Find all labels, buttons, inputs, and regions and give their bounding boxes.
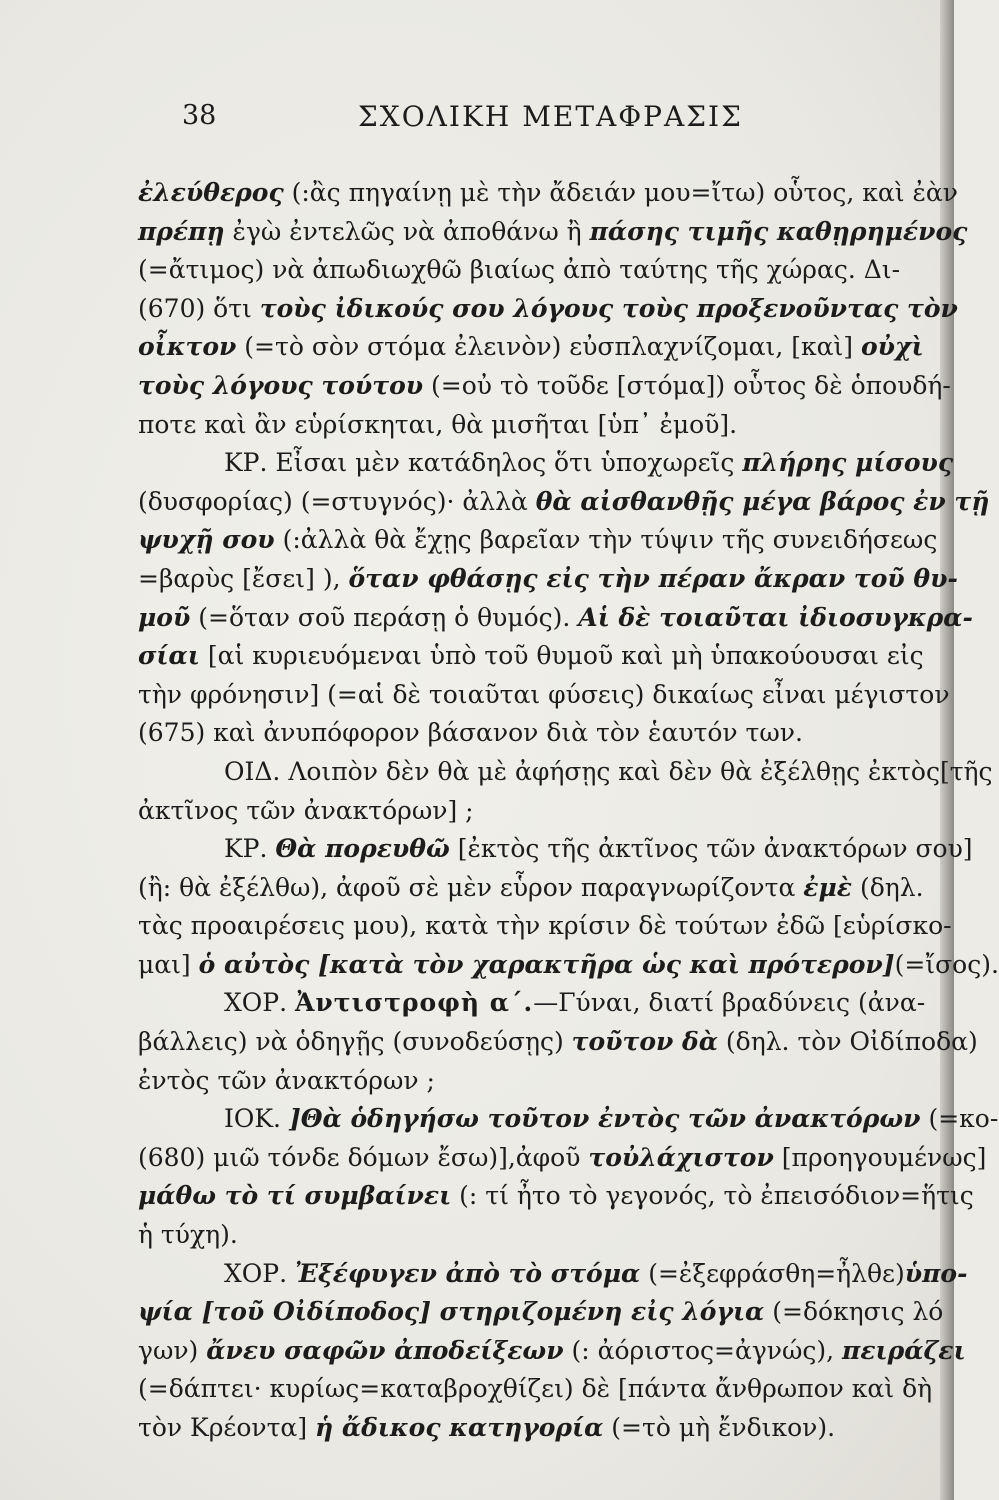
plain-text: (=ὅταν σοῦ περάσῃ ὁ θυμός). (190, 602, 579, 632)
plain-text: μαι] (138, 949, 199, 979)
text-line (138, 444, 954, 483)
plain-text: ΙΟΚ. (224, 1104, 289, 1134)
text-line (138, 251, 938, 290)
plain-text: (ἢ: θὰ ἐξέλθω), ἀφοῦ σὲ μὲν εὗρον παραγνωρίζοντα (138, 872, 804, 902)
text-line (138, 1293, 944, 1332)
plain-text: (=ἄτιμος) νὰ ἀπωδιωχθῶ βιαίως ἀπὸ ταύτης τῆς χώρας. Δι- (138, 255, 901, 285)
emphasized-text: ψυχῇ σου (138, 525, 275, 555)
text-line (138, 907, 952, 946)
emphasized-text: θὰ αἰσθανθῇς μέγα βάρος ἐν τῇ (535, 486, 990, 516)
emphasized-text: πλήρης μίσους (742, 448, 954, 478)
emphasized-text: ]Θὰ ὁδηγήσω τοῦτον ἐντὸς τῶν ἀνακτόρων (288, 1104, 921, 1134)
plain-text: (δυσφορίας) (=στυγνός)· ἀλλὰ (138, 486, 536, 516)
emphasized-text: πρέπῃ (138, 216, 225, 246)
text-line (138, 1023, 978, 1062)
emphasized-text: Θὰ πορευθῶ (275, 834, 450, 864)
plain-text: (=ἐξεφράσθη=ἦλθε) (640, 1258, 905, 1288)
text-line (138, 946, 999, 985)
emphasized-text: πάσης τιμῆς καθῃρημένος (589, 216, 968, 246)
page-number: 38 (182, 100, 217, 131)
text-line (138, 830, 973, 869)
emphasized-text: ἐμὲ (803, 872, 852, 902)
text-line (138, 560, 958, 599)
text-line (138, 1177, 974, 1216)
plain-text: ΧΟΡ. (224, 1258, 296, 1288)
plain-text: τὸν Κρέοντα] (138, 1413, 316, 1442)
text-line (138, 1332, 966, 1371)
emphasized-text: ὅταν φθάσῃς εἰς τὴν πέραν ἄκραν τοῦ θυ- (348, 563, 958, 593)
plain-text: (675) καὶ ἀνυπόφορον βάσανον διὰ τὸν ἑαυτόν των. (138, 718, 803, 748)
plain-text: ἀκτῖνος τῶν ἀνακτόρων] ; (138, 795, 474, 825)
emphasized-text: ἐλεύθερος (138, 178, 284, 207)
emphasized-text: οἶκτον (138, 332, 237, 362)
plain-text: —Γύναι, διατί βραδύνεις (ἀνα- (533, 988, 926, 1018)
plain-text: [ἐκτὸς τῆς ἀκτῖνος τῶν ἀνακτόρων σου] (449, 834, 973, 864)
plain-text: (=οὐ τὸ τοῦδε [στόμα]) οὗτος δὲ ὁπουδή- (423, 370, 951, 400)
emphasized-text: τοὐλάχιστον (588, 1142, 774, 1172)
text-line (138, 367, 951, 406)
plain-text: γων) (138, 1335, 207, 1365)
emphasized-text: μάθω τὸ τί συμβαίνει (138, 1181, 452, 1211)
running-title: ΣΧΟΛΙΚΗ ΜΕΤΑΦΡΑΣΙΣ (358, 100, 743, 133)
plain-text: ἡ τύχη). (138, 1220, 238, 1250)
plain-text: τὰς προαιρέσεις μου), κατὰ τὴν κρίσιν δὲ τούτων ἐδῶ [εὑρίσκο- (138, 911, 952, 941)
text-line (138, 213, 968, 252)
emphasized-text: ἡ ἄδικος κατηγορία (315, 1413, 604, 1442)
text-line (138, 984, 938, 1023)
plain-text: ΚΡ. (224, 834, 276, 864)
plain-text: (:ἀλλὰ θὰ ἔχῃς βαρεῖαν τὴν τύψιν τῆς συνειδήσεως (274, 525, 938, 555)
text-line (138, 406, 938, 445)
emphasized-text: τοὺς ἰδικούς σου λόγους τοὺς προξενοῦντας τὸν (259, 293, 958, 323)
emphasized-text: ψία [τοῦ Οἰδίποδος] στηριζομένη εἰς λόγια (138, 1297, 765, 1327)
text-line (138, 174, 959, 213)
plain-text: (=δάπτει· κυρίως=καταβροχθίζει) δὲ [πάντα ἄνθρωπον καὶ δὴ (138, 1374, 933, 1404)
plain-text: (=ἴσος). (894, 949, 999, 979)
text-line (138, 792, 938, 831)
plain-text: (: τί ἦτο τὸ γεγονός, τὸ ἐπεισόδιον=ἥτις (451, 1181, 974, 1211)
page-header (182, 100, 942, 140)
emphasized-text: σίαι (138, 641, 200, 671)
plain-text: [προηγουμένως] (773, 1142, 987, 1172)
plain-text: ἐγὼ ἐντελῶς νὰ ἀποθάνω ἢ (224, 216, 590, 246)
plain-text: [αἱ κυριευόμεναι ὑπὸ τοῦ θυμοῦ καὶ μὴ ὑπακούουσαι εἰς (199, 641, 924, 671)
text-line (138, 483, 990, 522)
plain-text: (=κο- (920, 1104, 999, 1134)
text-line (138, 714, 938, 753)
text-line (138, 521, 938, 560)
text-line (138, 1370, 938, 1409)
plain-text: (δηλ. τὸν Οἰδίποδα) (717, 1027, 978, 1057)
plain-text: ΚΡ. Εἶσαι μὲν κατάδηλος ὅτι ὑποχωρεῖς (224, 448, 743, 478)
text-line (138, 676, 950, 715)
emphasized-text: πειράζει (842, 1335, 966, 1365)
plain-text: ΧΟΡ. (224, 988, 296, 1018)
text-line (138, 328, 938, 367)
plain-text: (670) ὅτι (138, 293, 260, 323)
text-line (138, 290, 958, 329)
text-line (138, 1139, 987, 1178)
text-line (138, 599, 973, 638)
plain-text: ἐντὸς τῶν ἀνακτόρων ; (138, 1065, 435, 1095)
text-line (138, 869, 938, 908)
plain-text: (=τὸ μὴ ἔνδικον). (603, 1413, 836, 1442)
text-line (138, 1216, 938, 1255)
body-text (138, 174, 999, 1448)
emphasized-text: τοῦτον δὰ (571, 1027, 718, 1057)
plain-text: =βαρὺς [ἔσει] ), (138, 563, 349, 593)
emphasized-text: μοῦ (138, 602, 191, 632)
plain-text: (: ἀόριστος=ἀγνώς), (563, 1335, 843, 1365)
plain-text: (=τὸ σὸν στόμα ἐλεινὸν) εὐσπλαχνίζομαι, [καὶ] (236, 332, 861, 362)
emphasized-text: Αἱ δὲ τοιαῦται ἰδιοσυγκρα- (578, 602, 973, 632)
emphasized-text: ὑπο- (904, 1258, 968, 1288)
plain-text: ποτε καὶ ἂν εὑρίσκηται, θὰ μισῆται [ὑπ᾿ ἐμοῦ]. (138, 409, 738, 439)
plain-text: (δηλ. (852, 872, 924, 902)
emphasized-text: οὐχὶ (861, 332, 924, 362)
emphasized-text: τοὺς λόγους τούτου (138, 370, 424, 400)
emphasized-text: ὁ αὐτὸς [κατὰ τὸν χαρακτῆρα ὡς καὶ πρότερον] (198, 949, 895, 979)
text-line (138, 1409, 938, 1448)
text-line (138, 1100, 999, 1139)
text-line (138, 637, 938, 676)
text-line (138, 1062, 938, 1101)
plain-text: βάλλεις) νὰ ὁδηγῇς (συνοδεύσῃς) (138, 1027, 572, 1057)
emphasized-text: ἄνευ σαφῶν ἀποδείξεων (206, 1335, 564, 1365)
plain-text: ΟΙΔ. Λοιπὸν δὲν θὰ μὲ ἀφήσῃς καὶ δὲν θὰ ἐξέλθῃς ἐκτὸς[τῆς (224, 756, 993, 786)
text-line (138, 753, 993, 792)
plain-text: τὴν φρόνησιν] (=αἱ δὲ τοιαῦται φύσεις) δικαίως εἶναι μέγιστον (138, 679, 950, 709)
plain-text: (680) μιῶ τόνδε δόμων ἔσω)],ἀφοῦ (138, 1142, 589, 1172)
plain-text: (=δόκησις λό (764, 1297, 944, 1327)
spaced-heading: Ἀντιστροφὴ α΄. (295, 988, 534, 1018)
text-line (138, 1255, 968, 1294)
plain-text: (:ἂς πηγαίνῃ μὲ τὴν ἄδειάν μου=ἴτω) οὗτος, καὶ ἐὰν (283, 178, 959, 207)
emphasized-text: Ἐξέφυγεν ἀπὸ τὸ στόμα (295, 1258, 641, 1288)
